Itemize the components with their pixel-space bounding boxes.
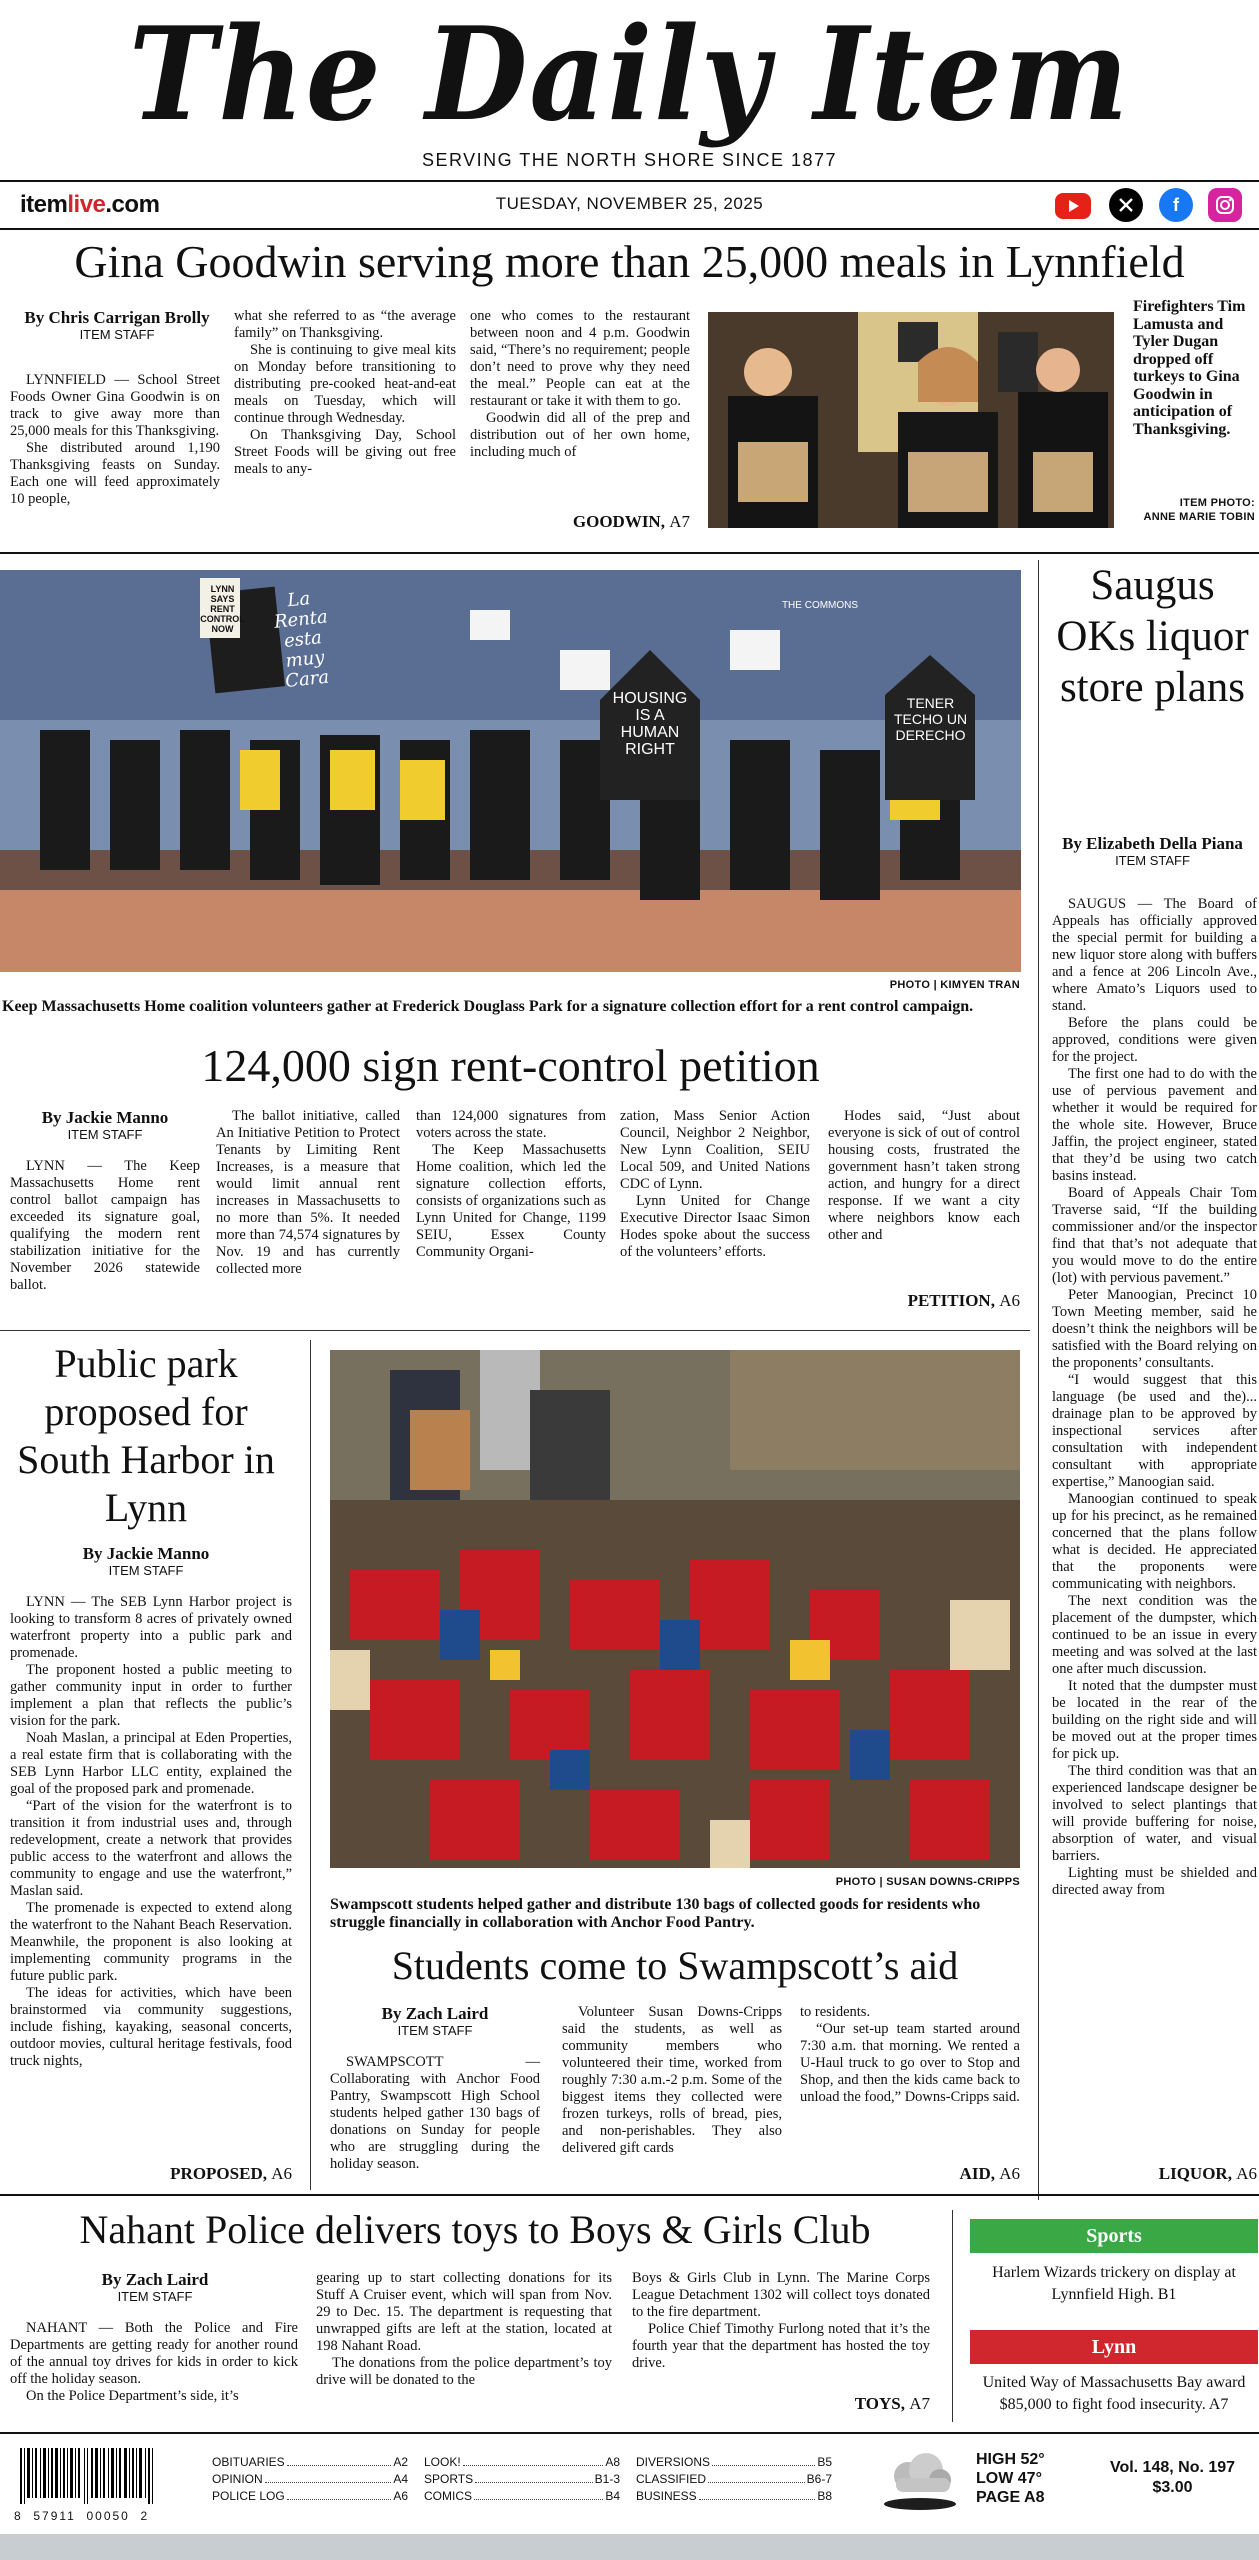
story1-headline[interactable]: Gina Goodwin serving more than 25,000 meals in Lynnfield [74,236,1185,287]
lynn-section-label[interactable]: Lynn [970,2330,1258,2364]
story4-rule [310,1340,311,2190]
weather-low: LOW 47° [976,2470,1042,2487]
story6-staff: ITEM STAFF [117,2289,193,2304]
story2-col3: than 124,000 signatures from voters across the state. The Keep Massachusetts Home coalition, which led the signature collection efforts, consists of organizations such as Lynn United for Change, 1199 SEIU, Essex County Community Organi- [416,1108,606,1260]
index-row[interactable]: BUSINESS B8 [636,2489,832,2503]
story6-col3: Boys & Girls Club in Lynn. The Marine Corps League Detachment 1302 will collect toys donated to the fire department. Police Chief Timothy Furlong noted that it’s the fourth year that the department has hosted the toy drive. [632,2270,930,2371]
story5-col1: SWAMPSCOTT — Collaborating with Anchor Food Pantry, Swampscott High School students helped gather 130 bags of donations on Sunday for people who are struggling during the holiday season. [330,2054,540,2172]
masthead-title: The Daily Item [128,0,1131,150]
index-row[interactable]: LOOK! A8 [424,2455,620,2469]
weather-page[interactable]: PAGE A8 [976,2489,1045,2506]
story2-sign-3: HOUSING IS A HUMAN RIGHT [612,690,688,758]
story5-byline-block [330,2004,540,2038]
story5-col2: Volunteer Susan Downs-Cripps said the students, as well as community members who volunteered their time, worked from roughly 7:30 a.m.-2 p.m. Some of the biggest items they collected were frozen turkeys, rolls of bread, pies, and non-perishables. They also delivered gift cards [562,2004,782,2156]
index-row[interactable]: CLASSIFIED B6-7 [636,2472,832,2486]
story1-col1: LYNNFIELD — School Street Foods Owner Gina Goodwin is on track to give away more than 25,000 meals for this Thanksgiving. She distributed around 1,190 Thanksgiving feasts on Sunday. Each one will feed approximately 10 people, [10,372,220,507]
story1-jump[interactable]: GOODWIN, A7 [572,512,690,531]
index-row[interactable]: OPINION A4 [212,2472,408,2486]
masthead-tagline: SERVING THE NORTH SHORE SINCE 1877 [421,150,838,170]
volume-block [1090,2458,1255,2498]
lynn-teaser[interactable]: United Way of Massachusetts Bay award $85,000 to fight food insecurity. A7 [982,2374,1246,2413]
story2-staff: ITEM STAFF [67,1127,143,1142]
story1-byline-block [12,308,222,342]
story2-sign-4: TENER TECHO UN DERECHO [893,695,968,743]
story3-body: SAUGUS — The Board of Appeals has officially approved the special permit for building a new liquor store along with buffers and a fence at 206 Lincoln Ave., where Amato’s Liquors used to stand. Before the plans could be approved, conditions were given for the project. The first one had to do with the use of pervious pavement and whether it would be required for the whole site. However, Bruce Jaffin, the project engineer, stated that they’d be using two catch basins instead. Board of Appeals Chair Tom Traverse said, “If the building commissioner and/or the inspector find that that’s not adequate that you would move to do the entire (lot) with pervious pavement.” Peter Manoogian, Precinct 10 Town Meeting member, said he doesn’t think the neighbors will be satisfied with the Board relying on the proponents’ consultants. “I would suggest that this language (be used and the)... drainage plan to be approved by inspectional services after consultation with independent consultant with appropriate expertise,” Manoogian said. Manoogian continued to speak up for his precinct, as he remained concerned that the plans follow what is decided. He appreciated that the proponents were communicating with neighbors. The next condition was the placement of the dumpster, which continued to be an issue in every meeting and was solved at the last one after much discussion. It noted that the dumpster must be located in the rear of the building on the right side and will be moved out at the proper times for pick up. The third condition was that an experienced landscape designer be involved to select plantings that will provide buffering for noise, absorption of water, and visual barriers. Lighting must be shielded and directed away from [1052,896,1257,1898]
story5-caption: Swampscott students helped gather and distribute 130 bags of collected goods for residents who struggle financially in collaboration with Anchor Food Pantry. [330,1896,981,1931]
story6-byline-block [10,2270,300,2304]
story5-jump[interactable]: AID, A6 [959,2164,1020,2183]
story2-sign-2: La Renta esta muy Cara [273,588,331,693]
sidebar-rule [952,2210,953,2422]
x-icon[interactable] [1109,188,1143,222]
sports-teaser[interactable]: Harlem Wizards trickery on display at Lynnfield High. B1 [992,2264,1236,2303]
index-row[interactable]: COMICS B4 [424,2489,620,2503]
story2-byline: By Jackie Manno [41,1108,169,1127]
story1-rule [0,552,1259,554]
dateline-rule [0,228,1259,230]
story4-byline-block [10,1544,282,1578]
story3-headline[interactable]: Saugus OKs liquor store plans [1056,562,1249,711]
story4-body: LYNN — The SEB Lynn Harbor project is looking to transform 8 acres of privately owned waterfront property into a public park and promenade. The proponent hosted a public meeting to gather community input in order to further implement a plan that reflects the public’s vision for the park. Noah Maslan, a principal at Eden Properties, a real estate firm that is collaborating with the SEB Lynn Harbor LLC entity, explained the goal of the proposed park and promenade. “Part of the vision for the waterfront is to transition it from industrial uses and, through redevelopment, create a network that provides public access to the waterfront and allows the community to engage and use the waterfront,” Maslan said. The promenade is expected to extend along the waterfront to the Nahant Beach Reservation. Meanwhile, the proponent is also looking at implementing community programs in the future public park. The ideas for activities, which have been brainstormed via community suggestions, include fishing, kayaking, seasonal concerts, outdoor movies, cultural heritage festivals, food truck nights, [10,1594,292,2069]
story6-jump[interactable]: TOYS, A7 [854,2394,930,2413]
story5-credit: PHOTO | SUSAN DOWNS-CRIPPS [835,1876,1020,1888]
story2-credit: PHOTO | KIMYEN TRAN [889,979,1020,991]
facebook-icon[interactable]: f [1159,188,1193,222]
barcode [14,2448,176,2522]
index-row[interactable]: POLICE LOG A6 [212,2489,408,2503]
story6-headline[interactable]: Nahant Police delivers toys to Boys & Girls Club [79,2207,871,2252]
index-col3 [636,2454,832,2505]
story4-staff: ITEM STAFF [108,1563,184,1578]
story1-col3: one who comes to the restaurant between noon and 4 p.m. Goodwin said, “There’s no requirement; people don’t need to prove why they need the meal.” People can eat at the restaurant or take it with them to go. Goodwin did all of the prep and distribution out of her own home, including much of [470,308,690,460]
issue-date: TUESDAY, NOVEMBER 25, 2025 [495,194,764,213]
story1-staff: ITEM STAFF [79,327,155,342]
instagram-icon[interactable] [1208,188,1242,222]
story4-byline: By Jackie Manno [82,1544,210,1563]
story2-byline-block [10,1108,200,1142]
story2-sign-5: THE COMMONS [781,600,859,611]
story3-byline: By Elizabeth Della Piana [1062,834,1243,853]
story5-col3: to residents. “Our set-up team started around 7:30 a.m. that morning. We rented a U-Haul truck to go over to Stop and Shop, and then the kids came back to unload the food,” Downs-Cripps said. [800,2004,1020,2105]
story5-headline[interactable]: Students come to Swampscott’s aid [391,1943,959,1988]
index-row[interactable]: SPORTS B1-3 [424,2472,620,2486]
story2-col1: LYNN — The Keep Massachusetts Home rent control ballot campaign has exceeded its signature goal, qualifying the modern rent stabilization initiative for the November 2026 statewide ballot. [10,1158,200,1293]
story1-credit: ITEM PHOTO: ANNE MARIE TOBIN [1143,497,1255,523]
price: $3.00 [1152,2479,1193,2496]
right-column-rule [1038,560,1039,2200]
story2-caption: Keep Massachusetts Home coalition volunteers gather at Frederick Douglass Park for a signature collection effort for a rent control campaign. [2,998,974,1015]
weather-cloud-icon [880,2448,960,2512]
weather-block [976,2450,1086,2507]
story2-col4: zation, Mass Senior Action Council, Neighbor 2 Neighbor, New Lynn Coalition, SEIU Local 509, and United Nations CDC of Lynn. Lynn United for Change Executive Director Isaac Simon Hodes spoke about the success of the volunteers’ efforts. [620,1108,810,1260]
bottom-bar [0,2534,1259,2560]
sports-section-label[interactable]: Sports [970,2219,1258,2253]
story5-staff: ITEM STAFF [397,2023,473,2038]
story6-byline: By Zach Laird [101,2270,209,2289]
barcode-digits: 8 57911 00050 2 [14,2509,150,2523]
story2-col2: The ballot initiative, called An Initiative Petition to Protect Tenants by Limiting Rent Increases, is a measure that would limit annual rent increases in Massachusetts to no more than 5%. It needed more than 74,574 signatures by Nov. 19 and has currently collected more [216,1108,400,1277]
weather-high: HIGH 52° [976,2451,1045,2468]
story3-jump[interactable]: LIQUOR, A6 [1158,2164,1257,2183]
story4-headline[interactable]: Public park proposed for South Harbor in Lynn [17,1341,275,1530]
index-col1 [212,2454,408,2505]
story5-photo [330,1350,1020,1868]
story2-headline[interactable]: 124,000 sign rent-control petition [201,1040,820,1091]
story5-byline: By Zach Laird [381,2004,489,2023]
story3-staff: ITEM STAFF [1115,853,1190,868]
story1-caption: Firefighters Tim Lamusta and Tyler Dugan dropped off turkeys to Gina Goodwin in anticipation of Thanksgiving. [1133,298,1246,438]
story1-col2: what she referred to as “the average family” on Thanksgiving. She is continuing to give meal kits on Monday before transitioning to distributing pre-cooked heat-and-eat meals on Tuesday, which will continue through Wednesday. On Thanksgiving Day, School Street Foods will be giving out free meals to any- [234,308,456,477]
volume-number: Vol. 148, No. 197 [1109,2459,1236,2476]
youtube-icon[interactable] [1055,193,1091,219]
story1-photo [708,312,1114,528]
itemlive-logo[interactable]: itemlive.com [20,191,160,218]
story2-photo [0,570,1021,972]
story2-rule [0,1330,1030,1331]
story2-jump[interactable]: PETITION, A6 [907,1291,1020,1310]
story6-top-rule [0,2194,1259,2196]
story6-col1: NAHANT — Both the Police and Fire Departments are getting ready for another round of the annual toy drives for kids in order to kick off the holiday season. On the Police Department’s side, it’s [10,2320,298,2404]
masthead-rule [0,180,1259,182]
story4-jump[interactable]: PROPOSED, A6 [170,2164,292,2183]
story1-byline: By Chris Carrigan Brolly [24,308,210,327]
story2-sign-1: LYNN SAYS RENT CONTROL NOW [200,584,245,634]
index-row[interactable]: OBITUARIES A2 [212,2455,408,2469]
footer-rule [0,2432,1259,2434]
story3-byline-block [1050,834,1255,868]
index-row[interactable]: DIVERSIONS B5 [636,2455,832,2469]
story6-col2: gearing up to start collecting donations for its Stuff A Cruiser event, which will span from Nov. 29 to Dec. 15. The department is requesting that unwrapped gifts are left at the station, located at 198 Nahant Road. The donations from the police department’s toy drive will be donated to the [316,2270,612,2388]
index-col2 [424,2454,620,2505]
story2-col5: Hodes said, “Just about everyone is sick of out of control housing costs, frustrated the government hasn’t taken strong action, and hungry for a direct response. If we want a city where neighbors know each other and [828,1108,1020,1243]
